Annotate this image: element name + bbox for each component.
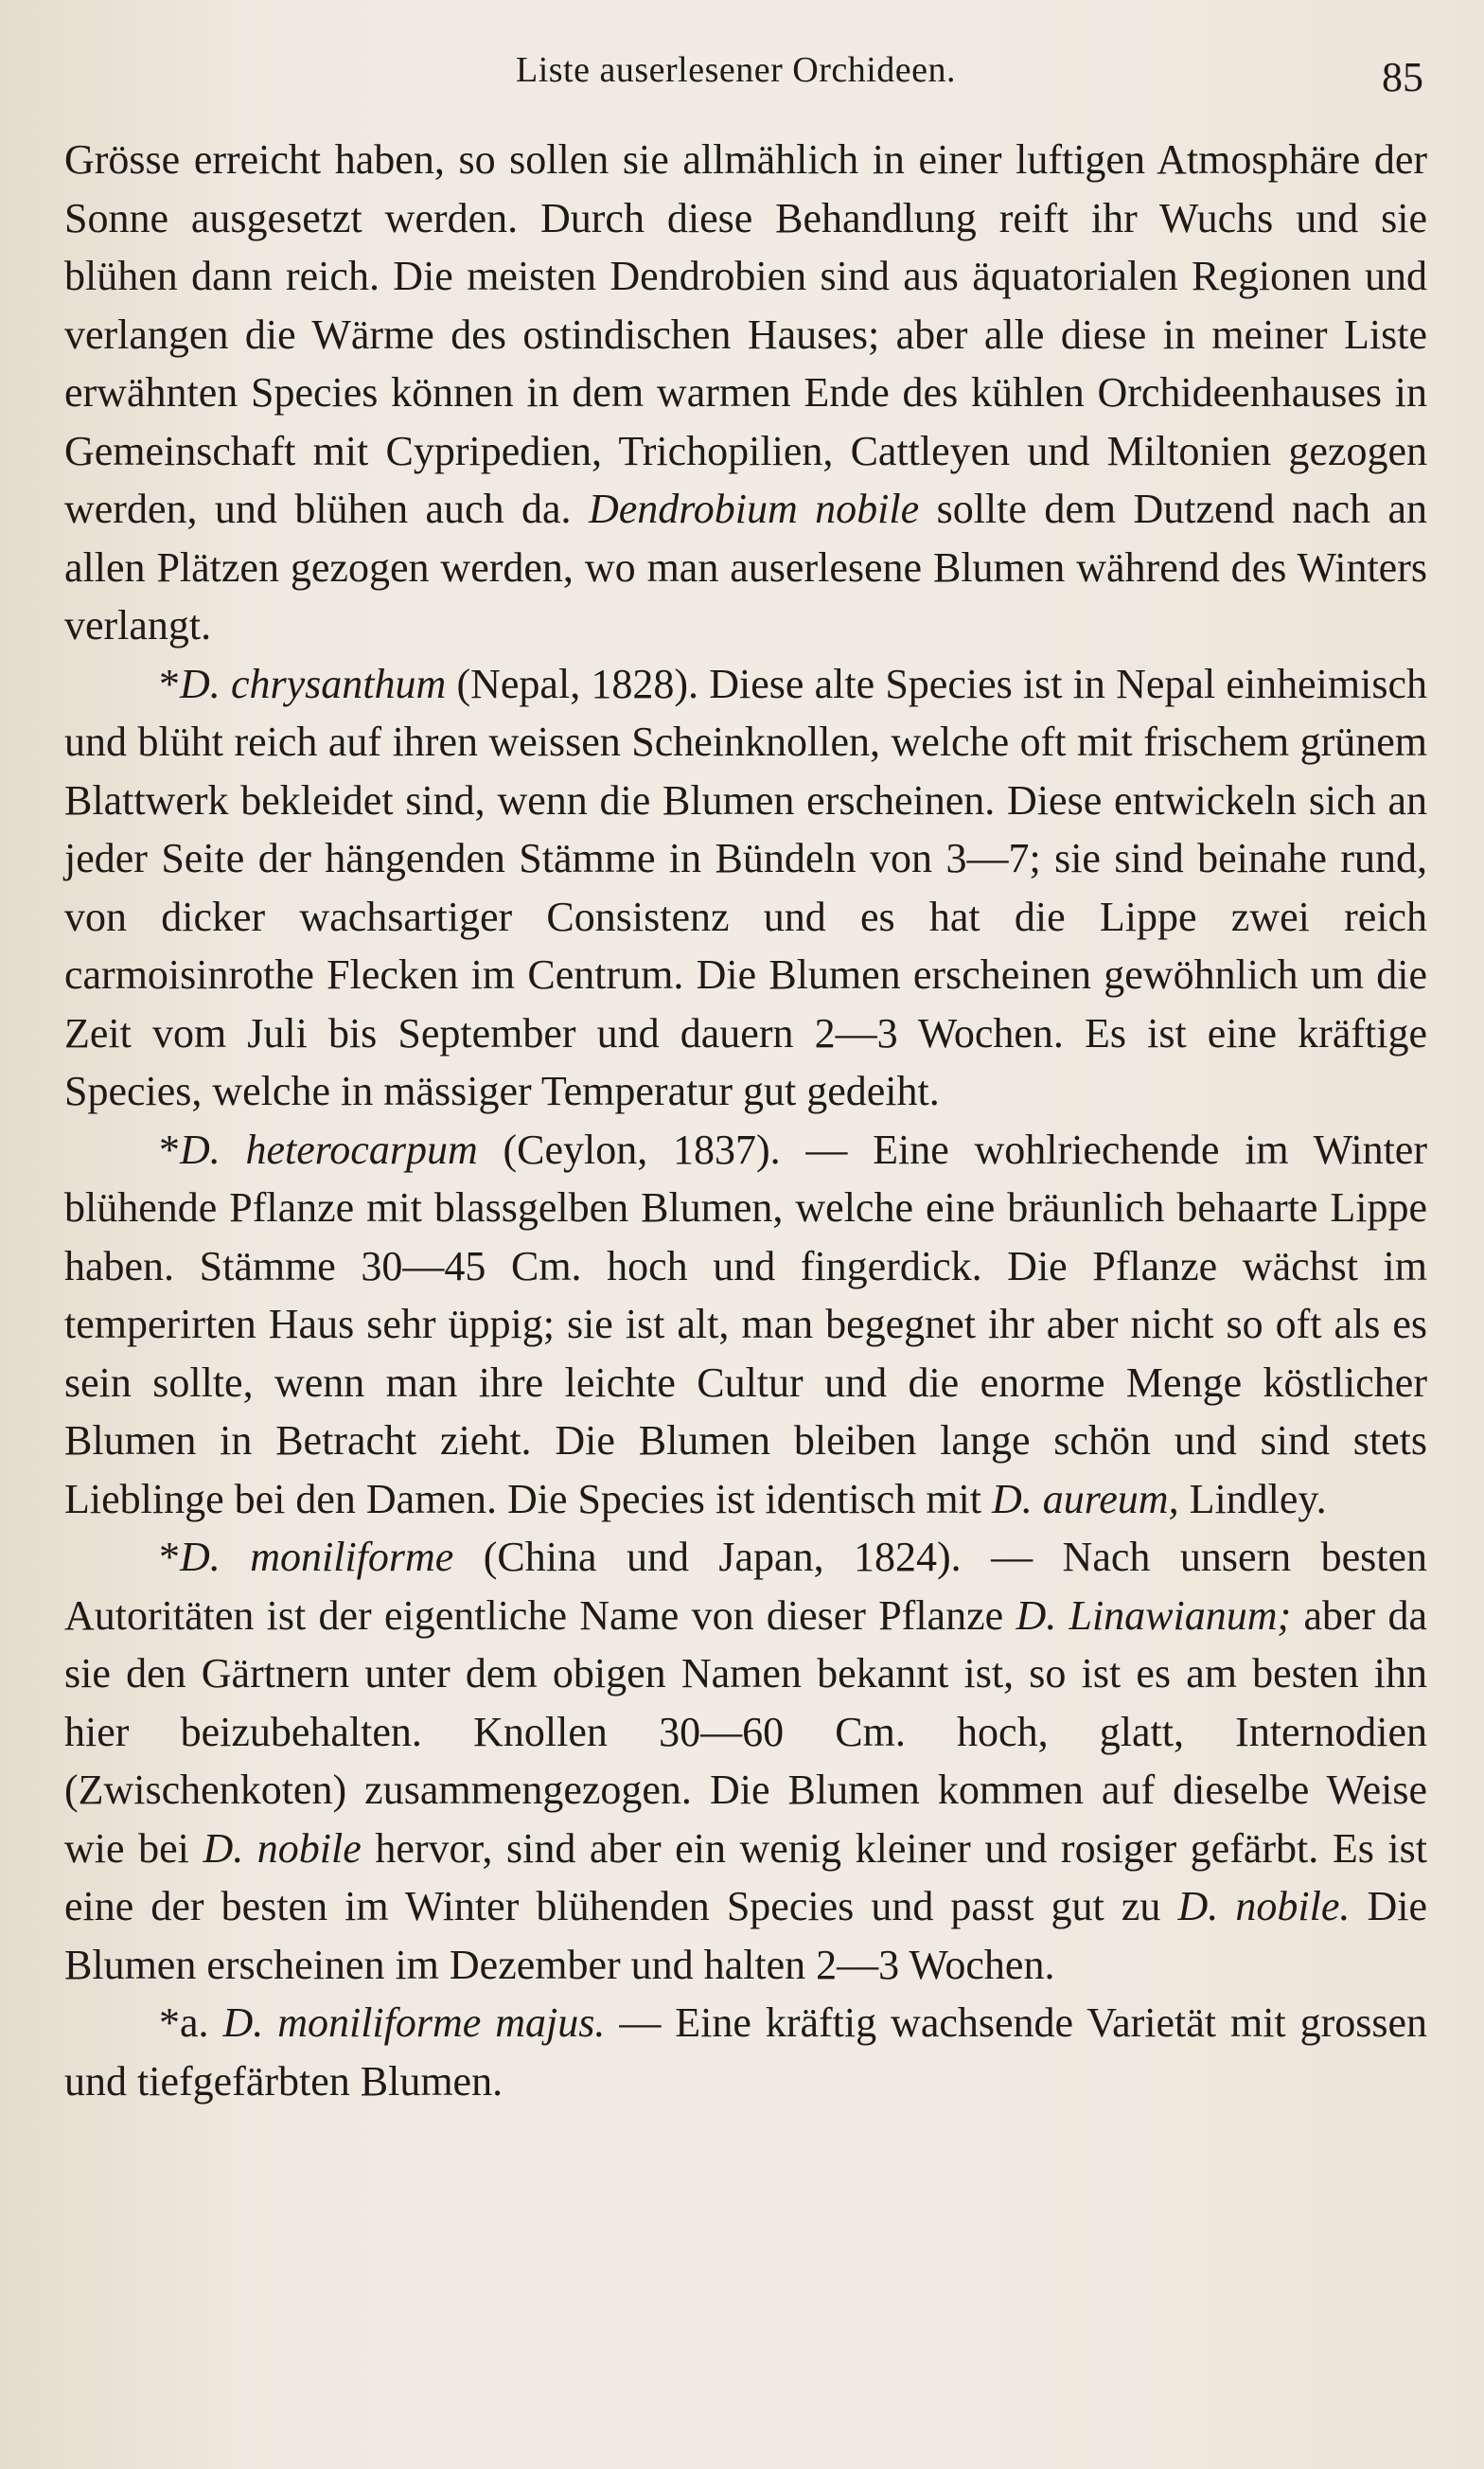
running-title: Liste auserlesener Orchideen. xyxy=(516,50,957,90)
entry-dendrobium-chrysanthum: *D. chrysanthum (Nepal, 1828). Diese alte Species ist in Nepal einheimisch und blüht reich auf ihren weissen Scheinknollen, welche oft mit frischem grünem Blattwerk bekleidet sind, wenn die Blumen erscheinen. Diese entwickeln sich an jeder Seite der hängenden Stämme in Bündeln von 3—7; sie sind beinahe rund, von dicker wachsartiger Consistenz und es hat die Lippe zwei reich carmoisinrothe Flecken im Centrum. Die Blumen erscheinen gewöhnlich um die Zeit vom Juli bis September und dauern 2—3 Wochen. Es ist eine kräftige Species, welche in mässiger Temperatur gut gedeiht. xyxy=(64,660,1427,1114)
paragraph-intro: Grösse erreicht haben, so sollen sie allmählich in einer luftigen Atmosphäre der Sonne ausgesetzt werden. Durch diese Behandlung reift ihr Wuchs und sie blühen dann reich. Die meisten Dendrobien sind aus äquatorialen Regionen und verlangen die Wärme des ostindischen Hauses; aber alle diese in meiner Liste erwähnten Species können in dem warmen Ende des kühlen Orchideenhauses in Gemeinschaft mit Cypripedien, Trichopilien, Cattleyen und Miltonien gezogen werden, und blühen auch da. Dendrobium nobile sollte dem Dutzend nach an allen Plätzen gezogen werden, wo man auserlesene Blumen während des Winters verlangt. xyxy=(64,136,1427,648)
page-header xyxy=(0,49,1484,106)
page-number: 85 xyxy=(1382,54,1423,100)
entry-dendrobium-heterocarpum: *D. heterocarpum (Ceylon, 1837). — Eine wohlriechende im Winter blühende Pflanze mit blassgelben Blumen, welche eine bräunlich behaarte Lippe haben. Stämme 30—45 Cm. hoch und fingerdick. Die Pflanze wächst im temperirten Haus sehr üppig; sie ist alt, man begegnet ihr aber nicht so oft als es sein sollte, wenn man ihre leichte Cultur und die enorme Menge köstlicher Blumen in Betracht zieht. Die Blumen bleiben lange schön und sind stets Lieblinge bei den Damen. Die Species ist identisch mit D. aureum, Lindley. xyxy=(64,1126,1427,1522)
entry-dendrobium-moniliforme: *D. moniliforme (China und Japan, 1824). — Nach unsern besten Autoritäten ist der eigentliche Name von dieser Pflanze D. Linawianum; aber da sie den Gärtnern unter dem obigen Namen bekannt ist, so ist es am besten ihn hier beizubehalten. Knollen 30—60 Cm. hoch, glatt, Internodien (Zwischenkoten) zusammengezogen. Die Blumen kommen auf dieselbe Weise wie bei D. nobile hervor, sind aber ein wenig kleiner und rosiger gefärbt. Es ist eine der besten im Winter blühenden Species und passt gut zu D. nobile. Die Blumen erscheinen im Dezember und halten 2—3 Wochen. xyxy=(64,1534,1427,1988)
entry-dendrobium-moniliforme-majus: *a. D. moniliforme majus. — Eine kräftig wachsende Varietät mit grossen und tiefgefärbten Blumen. xyxy=(64,1999,1428,2105)
body-text xyxy=(64,131,1427,2110)
